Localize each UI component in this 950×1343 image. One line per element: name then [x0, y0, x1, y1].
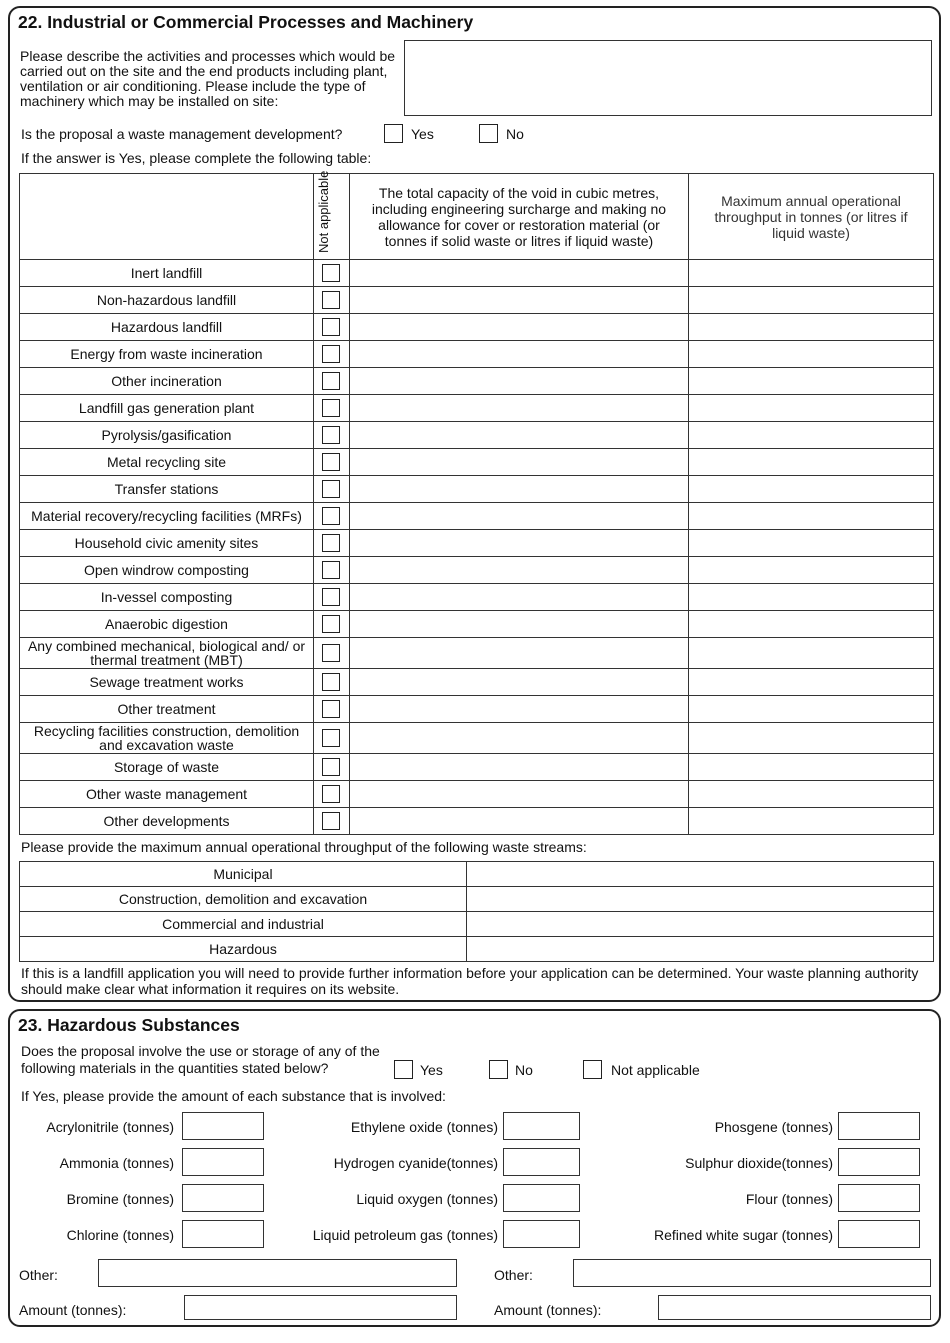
not-applicable-cell [314, 260, 350, 287]
not-applicable-checkbox[interactable] [322, 812, 340, 830]
throughput-label: Maximum annual operational throughput in tonnes (or litres if liquid waste) [714, 192, 908, 241]
not-applicable-cell [314, 808, 350, 835]
void-capacity-label: The total capacity of the void in cubic metres, including engineering surcharge and making no allowance for cover or restoration material (or tonnes if solid waste or litres if liquid waste) [371, 184, 667, 249]
void-capacity-field[interactable] [350, 449, 689, 476]
not-applicable-checkbox[interactable] [322, 588, 340, 606]
facility-type-label: Other waste management [20, 781, 314, 808]
waste-no-label: No [506, 126, 524, 142]
not-applicable-cell [314, 368, 350, 395]
waste-table-row [20, 395, 934, 422]
waste-table-row [20, 368, 934, 395]
not-applicable-checkbox[interactable] [322, 453, 340, 471]
substance-label: Acrylonitrile (tonnes) [46, 1119, 174, 1135]
waste-table-row [20, 638, 934, 669]
throughput-field[interactable] [689, 503, 934, 530]
void-capacity-field[interactable] [350, 368, 689, 395]
facility-type-label: Household civic amenity sites [20, 530, 314, 557]
not-applicable-cell [314, 503, 350, 530]
waste-table-row [20, 611, 934, 638]
not-applicable-cell [314, 314, 350, 341]
facility-type-label: Recycling facilities construction, demolition and excavation waste [20, 723, 314, 754]
stream-row [20, 862, 934, 887]
void-capacity-field[interactable] [350, 669, 689, 696]
not-applicable-cell [314, 395, 350, 422]
waste-table-header [20, 174, 934, 260]
facility-type-label: Non-hazardous landfill [20, 287, 314, 314]
waste-table-row [20, 260, 934, 287]
stream-value-field[interactable] [467, 887, 934, 912]
stream-row [20, 937, 934, 962]
waste-table-row [20, 557, 934, 584]
not-applicable-checkbox[interactable] [322, 426, 340, 444]
landfill-note: If this is a landfill application you will need to provide further information before your application can be determined. Your waste planning authority should make clear what information it requires on its website. [21, 965, 919, 997]
substance-label: Bromine (tonnes) [66, 1191, 174, 1207]
substance-label: Chlorine (tonnes) [66, 1227, 174, 1243]
amount-intro: If Yes, please provide the amount of each substance that is involved: [21, 1088, 446, 1104]
throughput-field[interactable] [689, 808, 934, 835]
waste-yes-checkbox[interactable] [384, 124, 403, 143]
void-capacity-field[interactable] [350, 696, 689, 723]
throughput-field[interactable] [689, 669, 934, 696]
substance-label: Refined white sugar (tonnes) [654, 1227, 833, 1243]
waste-table-row [20, 808, 934, 835]
not-applicable-cell [314, 287, 350, 314]
void-capacity-field[interactable] [350, 503, 689, 530]
not-applicable-checkbox[interactable] [322, 480, 340, 498]
stream-row [20, 887, 934, 912]
void-capacity-field[interactable] [350, 754, 689, 781]
waste-question: Is the proposal a waste management development? [21, 126, 343, 142]
acrylonitrile-input[interactable] [182, 1112, 264, 1140]
stream-label: Construction, demolition and excavation [20, 887, 467, 912]
hazard-na-checkbox[interactable] [583, 1060, 602, 1079]
throughput-field[interactable] [689, 723, 934, 754]
stream-value-field[interactable] [467, 937, 934, 962]
facility-type-label: Other developments [20, 808, 314, 835]
throughput-field[interactable] [689, 611, 934, 638]
flour-input[interactable] [838, 1184, 920, 1212]
void-capacity-field[interactable] [350, 476, 689, 503]
sulphur-dioxide-input[interactable] [838, 1148, 920, 1176]
facility-type-label: Metal recycling site [20, 449, 314, 476]
facility-type-label: Storage of waste [20, 754, 314, 781]
hazard-yes-checkbox[interactable] [394, 1060, 413, 1079]
facility-type-label: Energy from waste incineration [20, 341, 314, 368]
waste-table-row [20, 287, 934, 314]
facility-type-label: Transfer stations [20, 476, 314, 503]
waste-table-row [20, 422, 934, 449]
not-applicable-checkbox[interactable] [322, 561, 340, 579]
not-applicable-cell [314, 611, 350, 638]
void-capacity-field[interactable] [350, 557, 689, 584]
not-applicable-cell [314, 449, 350, 476]
throughput-field[interactable] [689, 638, 934, 669]
void-capacity-field[interactable] [350, 638, 689, 669]
void-capacity-field[interactable] [350, 314, 689, 341]
not-applicable-cell [314, 754, 350, 781]
void-capacity-field[interactable] [350, 530, 689, 557]
not-applicable-checkbox[interactable] [322, 644, 340, 662]
other-amount-left-input[interactable] [184, 1295, 457, 1320]
amount-label-right: Amount (tonnes): [494, 1302, 602, 1318]
stream-row [20, 912, 934, 937]
not-applicable-checkbox[interactable] [322, 264, 340, 282]
throughput-field[interactable] [689, 557, 934, 584]
throughput-field[interactable] [689, 341, 934, 368]
bromine-input[interactable] [182, 1184, 264, 1212]
other-substance-left-input[interactable] [98, 1259, 457, 1287]
sugar-input[interactable] [838, 1220, 920, 1248]
streams-intro: Please provide the maximum annual operational throughput of the following waste streams: [21, 839, 587, 855]
table-intro: If the answer is Yes, please complete the following table: [21, 150, 372, 166]
facility-type-label: Pyrolysis/gasification [20, 422, 314, 449]
waste-table-row [20, 314, 934, 341]
stream-value-field[interactable] [467, 912, 934, 937]
substance-label: Liquid oxygen (tonnes) [356, 1191, 498, 1207]
describe-prompt: Please describe the activities and processes which would be carried out on the site and the end products including plant, ventilation or air conditioning. Please include the type of machinery which may be installed on site: [20, 48, 396, 109]
waste-table-row [20, 449, 934, 476]
section-23 [8, 1009, 941, 1327]
substance-label: Hydrogen cyanide(tonnes) [333, 1155, 498, 1171]
section-22-heading: 22. Industrial or Commercial Processes and Machinery [18, 12, 474, 32]
ethylene-oxide-input[interactable] [503, 1112, 580, 1140]
hazard-no-label: No [515, 1062, 533, 1078]
waste-table-row [20, 530, 934, 557]
facility-type-label: Inert landfill [20, 260, 314, 287]
not-applicable-cell [314, 557, 350, 584]
throughput-field[interactable] [689, 781, 934, 808]
describe-activities-field[interactable] [404, 40, 932, 116]
substance-label: Phosgene (tonnes) [714, 1119, 833, 1135]
substance-label: Sulphur dioxide(tonnes) [685, 1155, 833, 1171]
not-applicable-cell [314, 584, 350, 611]
throughput-field[interactable] [689, 287, 934, 314]
waste-streams-table [19, 861, 934, 962]
phosgene-input[interactable] [838, 1112, 920, 1140]
not-applicable-cell [314, 422, 350, 449]
void-capacity-field[interactable] [350, 723, 689, 754]
other-label-left: Other: [19, 1267, 58, 1283]
void-capacity-field[interactable] [350, 341, 689, 368]
facility-type-label: Other treatment [20, 696, 314, 723]
facility-type-label: Landfill gas generation plant [20, 395, 314, 422]
chlorine-input[interactable] [182, 1220, 264, 1248]
not-applicable-cell [314, 476, 350, 503]
header-blank [20, 174, 314, 260]
hazard-yes-label: Yes [420, 1062, 443, 1078]
substance-label: Ammonia (tonnes) [59, 1155, 174, 1171]
not-applicable-checkbox[interactable] [322, 758, 340, 776]
waste-table-row [20, 781, 934, 808]
facility-type-label: Open windrow composting [20, 557, 314, 584]
liquid-oxygen-input[interactable] [503, 1184, 580, 1212]
waste-yes-label: Yes [411, 126, 434, 142]
hazard-question: Does the proposal involve the use or storage of any of the following materials in the quantities stated below? [21, 1043, 380, 1076]
throughput-field[interactable] [689, 530, 934, 557]
facility-type-label: Any combined mechanical, biological and/ or thermal treatment (MBT) [20, 638, 314, 669]
not-applicable-checkbox[interactable] [322, 615, 340, 633]
void-capacity-field[interactable] [350, 260, 689, 287]
void-capacity-field[interactable] [350, 611, 689, 638]
throughput-field[interactable] [689, 368, 934, 395]
other-amount-right-input[interactable] [658, 1295, 931, 1320]
header-not-applicable [314, 170, 350, 260]
waste-table [19, 170, 934, 835]
waste-table-row [20, 584, 934, 611]
header-void-capacity [350, 174, 689, 260]
section-23-heading: 23. Hazardous Substances [18, 1015, 240, 1035]
not-applicable-checkbox[interactable] [322, 534, 340, 552]
waste-table-row [20, 696, 934, 723]
not-applicable-checkbox[interactable] [322, 345, 340, 363]
throughput-field[interactable] [689, 422, 934, 449]
not-applicable-cell [314, 781, 350, 808]
facility-type-label: Other incineration [20, 368, 314, 395]
stream-label: Commercial and industrial [20, 912, 467, 937]
waste-table-row [20, 476, 934, 503]
void-capacity-field[interactable] [350, 395, 689, 422]
facility-type-label: Sewage treatment works [20, 669, 314, 696]
facility-type-label: Anaerobic digestion [20, 611, 314, 638]
waste-table-row [20, 669, 934, 696]
amount-label-left: Amount (tonnes): [19, 1302, 127, 1318]
not-applicable-cell [314, 723, 350, 754]
substance-label: Liquid petroleum gas (tonnes) [312, 1227, 498, 1243]
throughput-field[interactable] [689, 395, 934, 422]
not-applicable-cell [314, 669, 350, 696]
other-substance-right-input[interactable] [573, 1259, 931, 1287]
waste-table-row [20, 754, 934, 781]
hazard-na-label: Not applicable [611, 1062, 700, 1078]
throughput-field[interactable] [689, 696, 934, 723]
lpg-input[interactable] [503, 1220, 580, 1248]
not-applicable-checkbox[interactable] [322, 700, 340, 718]
stream-value-field[interactable] [467, 862, 934, 887]
not-applicable-checkbox[interactable] [322, 372, 340, 390]
ammonia-input[interactable] [182, 1148, 264, 1176]
header-throughput [689, 174, 934, 260]
not-applicable-checkbox[interactable] [322, 399, 340, 417]
stream-label: Municipal [20, 862, 467, 887]
void-capacity-field[interactable] [350, 584, 689, 611]
hazard-no-checkbox[interactable] [489, 1060, 508, 1079]
hydrogen-cyanide-input[interactable] [503, 1148, 580, 1176]
throughput-field[interactable] [689, 314, 934, 341]
not-applicable-checkbox[interactable] [322, 291, 340, 309]
not-applicable-cell [314, 530, 350, 557]
facility-type-label: Material recovery/recycling facilities (MRFs) [20, 503, 314, 530]
not-applicable-checkbox[interactable] [322, 673, 340, 691]
stream-label: Hazardous [20, 937, 467, 962]
waste-table-row [20, 503, 934, 530]
substance-label: Flour (tonnes) [745, 1191, 833, 1207]
substance-label: Ethylene oxide (tonnes) [350, 1119, 498, 1135]
section-22 [8, 6, 941, 1002]
void-capacity-field[interactable] [350, 781, 689, 808]
not-applicable-cell [314, 638, 350, 669]
other-label-right: Other: [494, 1267, 533, 1283]
facility-type-label: In-vessel composting [20, 584, 314, 611]
not-applicable-checkbox[interactable] [322, 507, 340, 525]
throughput-field[interactable] [689, 584, 934, 611]
not-applicable-checkbox[interactable] [322, 729, 340, 747]
void-capacity-field[interactable] [350, 287, 689, 314]
void-capacity-field[interactable] [350, 808, 689, 835]
throughput-field[interactable] [689, 476, 934, 503]
waste-no-checkbox[interactable] [479, 124, 498, 143]
facility-type-label: Hazardous landfill [20, 314, 314, 341]
throughput-field[interactable] [689, 754, 934, 781]
waste-table-row [20, 341, 934, 368]
throughput-field[interactable] [689, 260, 934, 287]
not-applicable-checkbox[interactable] [322, 785, 340, 803]
throughput-field[interactable] [689, 449, 934, 476]
waste-table-row [20, 723, 934, 754]
not-applicable-label: Not applicable [315, 170, 331, 253]
not-applicable-checkbox[interactable] [322, 318, 340, 336]
not-applicable-cell [314, 341, 350, 368]
not-applicable-cell [314, 696, 350, 723]
void-capacity-field[interactable] [350, 422, 689, 449]
